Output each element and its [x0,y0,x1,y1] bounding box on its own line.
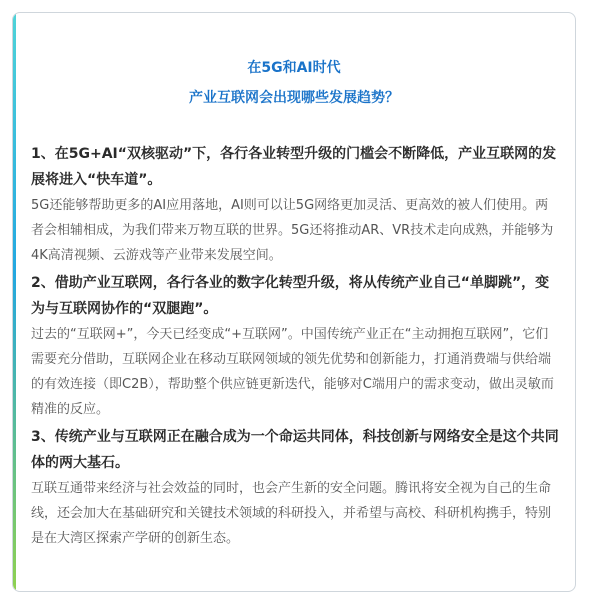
section-2-body: 过去的“互联网+”，今天已经变成“+互联网”。中国传统产业正在“主动拥抱互联网”，它们需要充分借助，互联网企业在移动互联网领域的领先优势和创新能力，打通消费端与供给端的有效连接（即C2B），帮助整个供应链更新迭代，能够对C端用户的需求变动，做出灵敏而精准的反应。 [31,327,554,417]
article-card [12,12,576,592]
header-line-2: 产业互联网会出现哪些发展趋势？ [189,90,399,106]
section-1-body: 5G还能够帮助更多的AI应用落地，AI则可以让5G网络更加灵活、更高效的被人们使用。两者会相辅相成，为我们带来万物互联的世界。5G还将推动AR、VR技术走向成熟，并能够为4K高清视频、云游戏等产业带来发展空间。 [31,198,554,263]
section-1-title: 1、在5G+AI“双核驱动”下，各行各业转型升级的门槛会不断降低，产业互联网的发展将进入“快车道”。 [31,146,557,188]
section-3-title: 3、传统产业与互联网正在融合成为一个命运共同体，科技创新与网络安全是这个共同体的两大基石。 [31,429,559,471]
article-content [31,141,559,553]
section-2-title: 2、借助产业互联网，各行各业的数字化转型升级，将从传统产业自己“单脚跳”，变为与互联网协作的“双腿跑”。 [31,275,550,317]
header-line-1: 在5G和AI时代 [247,60,341,76]
section-3-body: 互联互通带来经济与社会效益的同时，也会产生新的安全问题。腾讯将安全视为自己的生命线，还会加大在基础研究和关键技术领域的科研投入，并希望与高校、科研机构携手，特别是在大湾区探索产学研的创新生态。 [31,481,552,546]
article-header [13,53,575,113]
